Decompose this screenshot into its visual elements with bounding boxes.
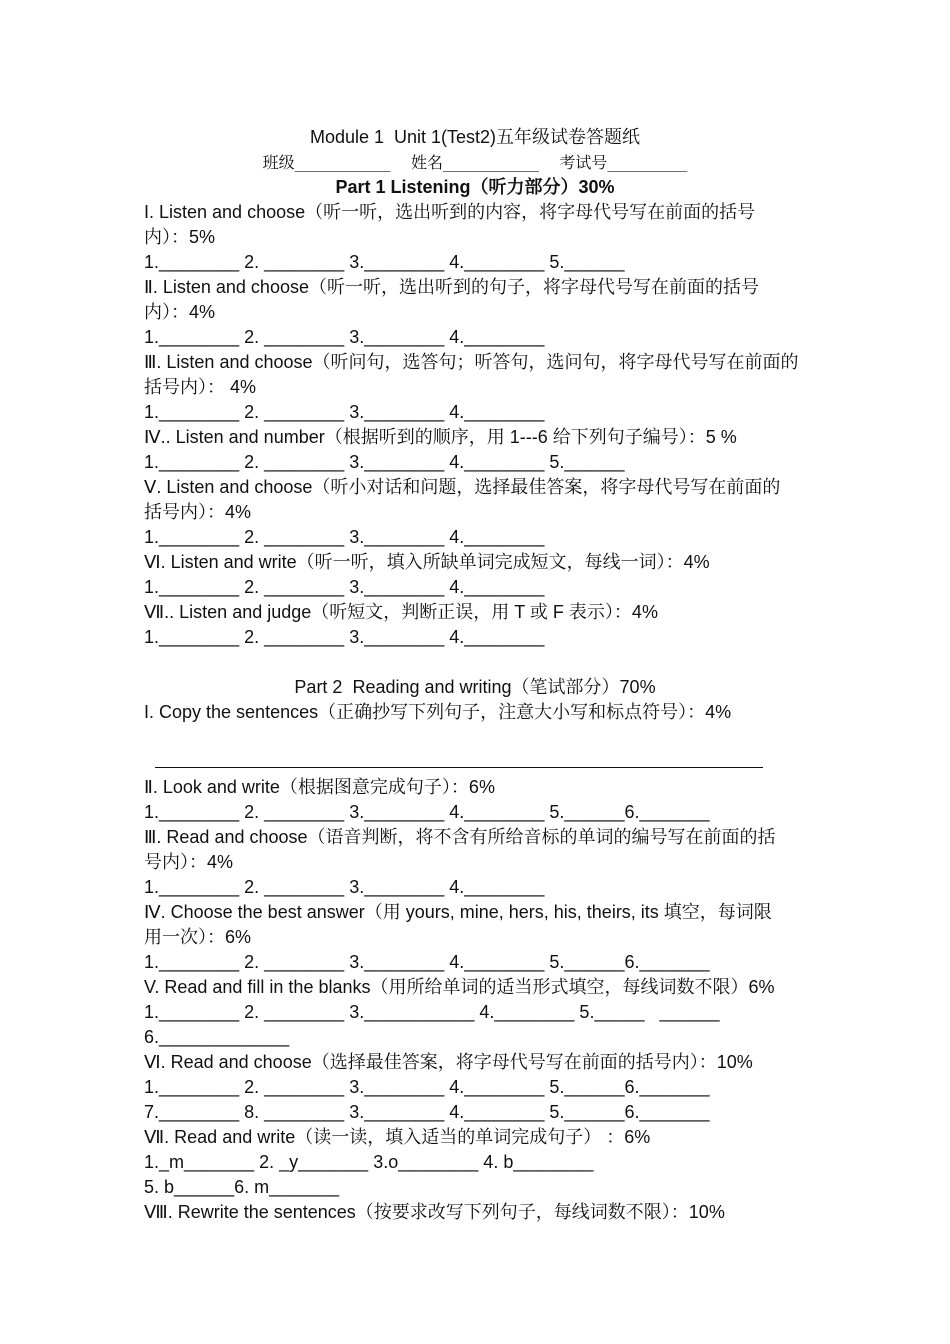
p2-sec6-answer-blanks-2[interactable]: 7.________ 8. ________ 3.________ 4.________ 5.______6._______ — [144, 1102, 710, 1122]
p2-sec3-title: Ⅲ. Read and choose（语音判断，将不含有所给音标的单词的编号写在前面的括 — [144, 827, 776, 847]
p2-sec8-title: Ⅷ. Rewrite the sentences（按要求改写下列句子，每线词数不限）：10% — [144, 1202, 725, 1222]
p1-sec7-answer-blanks[interactable]: 1.________ 2. ________ 3.________ 4.________ — [144, 627, 545, 647]
p2-sec4-answer-blanks[interactable]: 1.________ 2. ________ 3.________ 4.________ 5.______6._______ — [144, 952, 710, 972]
p2-sec1-title: I. Copy the sentences（正确抄写下列句子，注意大小写和标点符号）：4% — [144, 702, 732, 722]
p2-sec7-answer-blanks[interactable]: 1._m_______ 2. _y_______ 3.o________ 4. b________ — [144, 1152, 594, 1172]
part1-heading: Part 1 Listening（听力部分）30% — [335, 177, 615, 197]
p1-sec3-title-cont: 括号内）： 4% — [144, 377, 257, 397]
p2-sec5-title: V. Read and fill in the blanks（用所给单词的适当形式填空，每线词数不限）6% — [144, 977, 775, 997]
student-info-line: 班级____________ 姓名____________ 考试号__________ — [262, 153, 688, 172]
p1-sec4-answer-blanks[interactable]: 1.________ 2. ________ 3.________ 4.________ 5.______ — [144, 452, 625, 472]
p2-sec7-answer-blanks-2[interactable]: 5. b______6. m_______ — [144, 1177, 340, 1197]
p1-sec7-title: Ⅶ.. Listen and judge（听短文，判断正误，用 T 或 F 表示）：4% — [144, 602, 658, 622]
p1-sec3-answer-blanks[interactable]: 1.________ 2. ________ 3.________ 4.________ — [144, 402, 545, 422]
p2-sec7-title: Ⅶ. Read and write（读一读，填入适当的单词完成句子） ：6% — [144, 1127, 651, 1147]
p2-sec2-answer-blanks[interactable]: 1.________ 2. ________ 3.________ 4.________ 5.______6._______ — [144, 802, 710, 822]
p1-sec1-answer-blanks[interactable]: 1.________ 2. ________ 3.________ 4.________ 5.______ — [144, 252, 625, 272]
p1-sec1-title: I. Listen and choose（听一听，选出听到的内容，将字母代号写在前面的括号 — [144, 202, 756, 222]
p2-sec6-title: Ⅵ. Read and choose（选择最佳答案，将字母代号写在前面的括号内）：10% — [144, 1052, 753, 1072]
p1-sec3-title: Ⅲ. Listen and choose（听问句，选答句；听答句，选问句，将字母代号写在前面的 — [144, 352, 799, 372]
p2-sec6-answer-blanks[interactable]: 1.________ 2. ________ 3.________ 4.________ 5.______6._______ — [144, 1077, 710, 1097]
p1-sec4-title: Ⅳ.. Listen and number（根据听到的顺序，用 1---6 给下列句子编号）：5 % — [144, 427, 737, 447]
p2-sec4-title: Ⅳ. Choose the best answer（用 yours, mine, hers, his, theirs, its 填空，每词限 — [144, 902, 772, 922]
p2-sec5-answer-blanks[interactable]: 1.________ 2. ________ 3.___________ 4.________ 5._____ ______ — [144, 1002, 720, 1022]
p1-sec2-title-cont: 内）：4% — [144, 302, 216, 322]
p2-sec4-title-cont: 用一次）：6% — [144, 927, 252, 947]
p1-sec6-title: Ⅵ. Listen and write（听一听，填入所缺单词完成短文，每线一词）：4% — [144, 552, 710, 572]
p2-sec2-title: Ⅱ. Look and write（根据图意完成句子）：6% — [144, 777, 495, 797]
sheet-title: Module 1 Unit 1(Test2)五年级试卷答题纸 — [309, 127, 641, 147]
p2-sec3-title-cont: 号内）：4% — [144, 852, 234, 872]
p1-sec5-title-cont: 括号内）：4% — [144, 502, 252, 522]
p1-sec6-answer-blanks[interactable]: 1.________ 2. ________ 3.________ 4.________ — [144, 577, 545, 597]
p1-sec1-title-cont: 内）：5% — [144, 227, 216, 247]
p1-sec2-title: Ⅱ. Listen and choose（听一听，选出听到的句子，将字母代号写在前面的括号 — [144, 277, 759, 297]
p2-sec5-answer-blanks-2[interactable]: 6._____________ — [144, 1027, 290, 1047]
p1-sec5-answer-blanks[interactable]: 1.________ 2. ________ 3.________ 4.________ — [144, 527, 545, 547]
p1-sec5-title: Ⅴ. Listen and choose（听小对话和问题，选择最佳答案，将字母代号写在前面的 — [144, 477, 781, 497]
p2-sec3-answer-blanks[interactable]: 1.________ 2. ________ 3.________ 4.________ — [144, 877, 545, 897]
part2-heading: Part 2 Reading and writing（笔试部分）70% — [294, 677, 656, 697]
copy-sentence-line[interactable] — [155, 767, 763, 768]
p1-sec2-answer-blanks[interactable]: 1.________ 2. ________ 3.________ 4.________ — [144, 327, 545, 347]
